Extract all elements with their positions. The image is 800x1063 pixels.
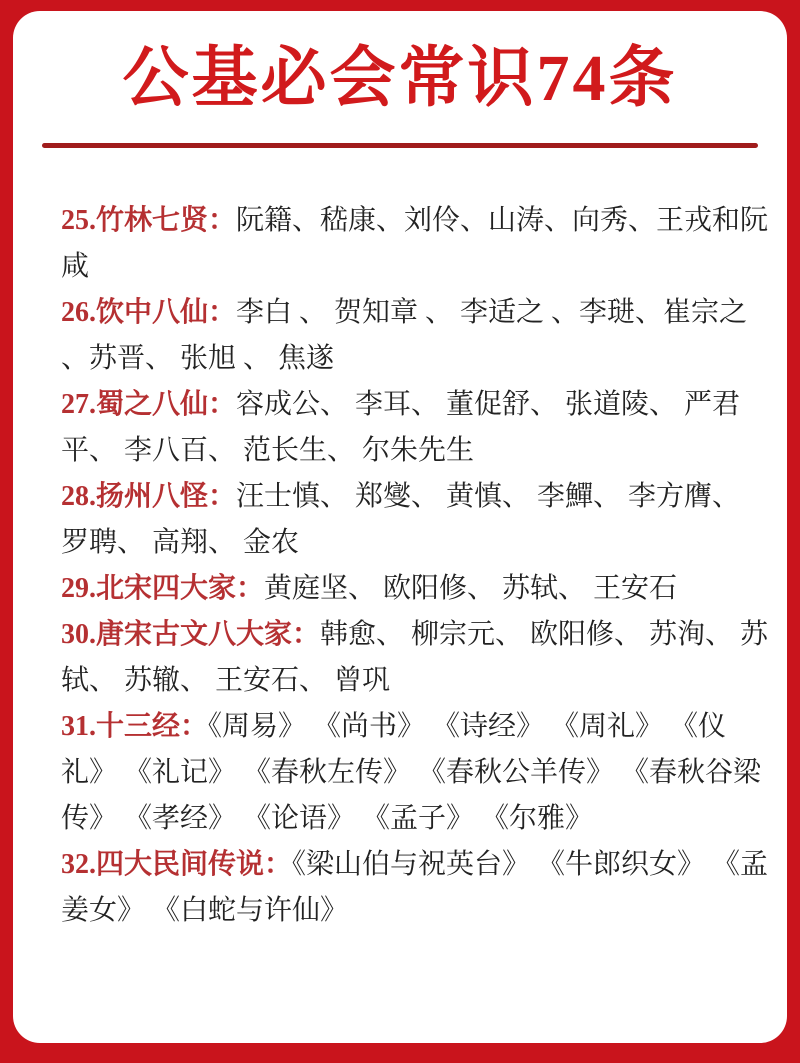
item-label: 28.扬州八怪： <box>61 481 237 512</box>
item-text: 《梁山伯与祝英台》 《牛郎织女》 《孟姜女》 《白蛇与许仙》 <box>61 849 769 926</box>
list-item-32 <box>61 842 771 934</box>
item-text: 阮籍、嵇康、刘伶、山涛、向秀、王戎和阮咸 <box>61 205 769 282</box>
item-text: 韩愈、 柳宗元、 欧阳修、 苏洵、 苏轼、 苏辙、 王安石、 曾巩 <box>61 619 769 696</box>
item-label: 31.十三经： <box>61 711 209 742</box>
content-card <box>13 11 787 1043</box>
item-label: 25.竹林七贤： <box>61 205 237 236</box>
item-text: 汪士慎、 郑燮、 黄慎、 李鱓、 李方膺、 罗聘、 高翔、 金农 <box>61 481 741 558</box>
list-item-30 <box>61 612 771 704</box>
list-item-27 <box>61 382 771 474</box>
item-text: 《周易》 《尚书》 《诗经》 《周礼》 《仪礼》 《礼记》 《春秋左传》 《春秋公羊传》 《春秋谷梁传》 《孝经》 《论语》 《孟子》 《尔雅》 <box>61 711 762 834</box>
item-label: 29.北宋四大家： <box>61 573 265 604</box>
item-label: 26.饮中八仙： <box>61 297 237 328</box>
list-item-28 <box>61 474 771 566</box>
list-item-29 <box>61 566 771 612</box>
item-label: 27.蜀之八仙： <box>61 389 237 420</box>
item-label: 32.四大民间传说： <box>61 849 293 880</box>
list-item-25 <box>61 198 771 290</box>
list-item-26 <box>61 290 771 382</box>
item-label: 30.唐宋古文八大家： <box>61 619 321 650</box>
item-text: 李白 、 贺知章 、 李适之 、李琎、崔宗之 、苏晋、 张旭 、 焦遂 <box>61 297 748 374</box>
knowledge-list <box>13 198 787 934</box>
page-title: 公基必会常识74条 <box>122 42 678 115</box>
item-text: 黄庭坚、 欧阳修、 苏轼、 王安石 <box>264 573 678 604</box>
title-divider <box>42 143 758 148</box>
item-text: 容成公、 李耳、 董促舒、 张道陵、 严君平、 李八百、 范长生、 尔朱先生 <box>61 389 741 466</box>
list-item-31 <box>61 704 771 842</box>
